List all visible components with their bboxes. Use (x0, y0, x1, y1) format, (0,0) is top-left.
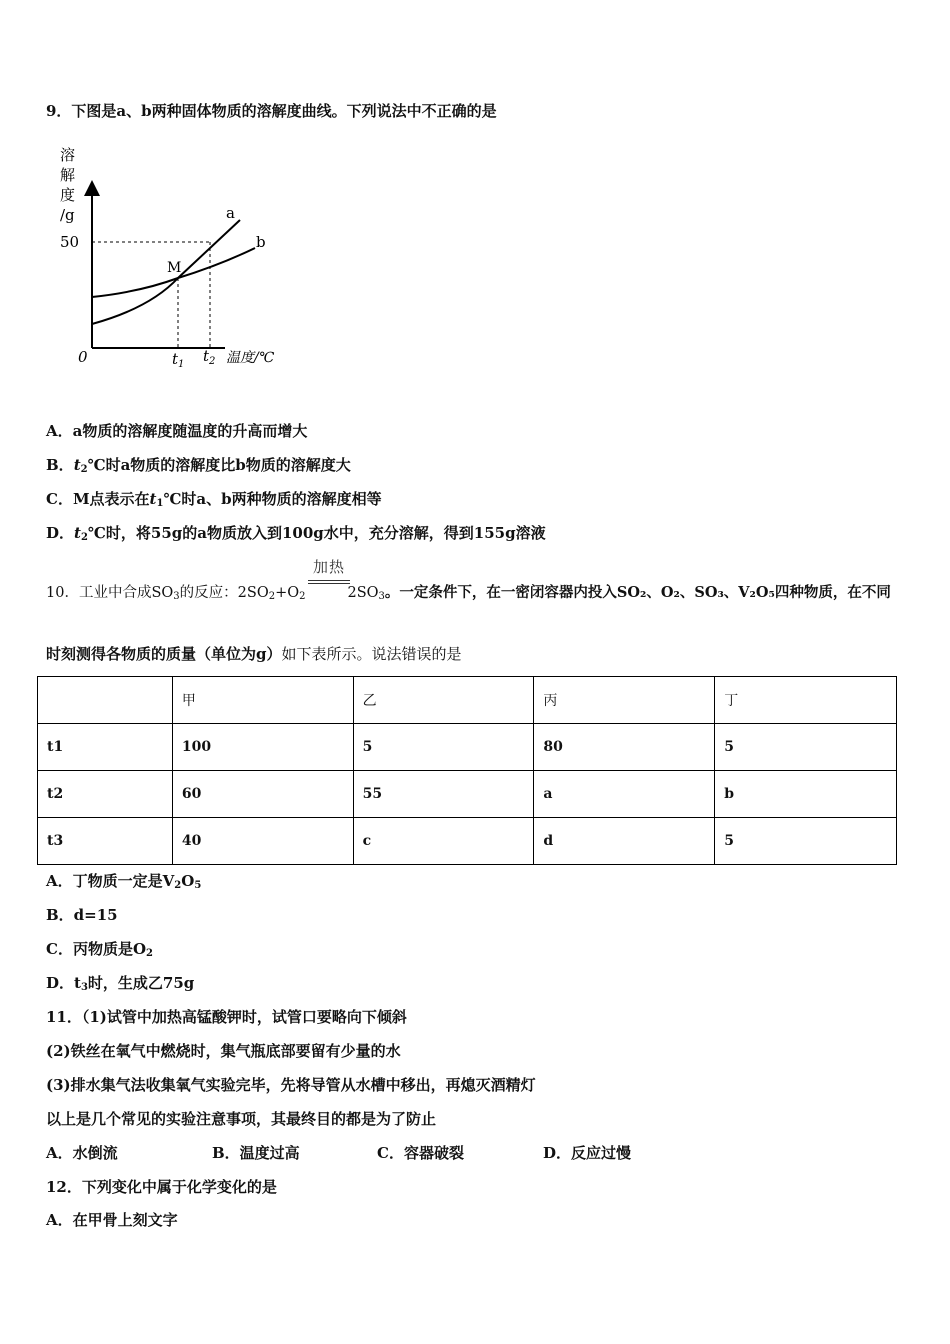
mass-table (37, 676, 897, 865)
table-cell: 5 (353, 724, 534, 771)
table-header: 乙 (353, 677, 534, 724)
q11-option-d: D．反应过慢 (543, 1144, 632, 1162)
y-axis-label-2: 解 (60, 166, 76, 184)
q12-stem: 12．下列变化中属于化学变化的是 (46, 1178, 277, 1196)
curve-a (92, 220, 240, 324)
x-tick-t2: $t_2$ (203, 347, 216, 367)
table-cell: d (534, 818, 715, 865)
x-axis-label: 温度/℃ (226, 350, 275, 366)
point-m-label: M (167, 260, 182, 276)
y-axis-label-1: 溶 (60, 146, 76, 164)
q9-option-a: A．a物质的溶解度随温度的升高而增大 (46, 422, 308, 440)
q9-option-d: D．$t_2℃$时，将55g的a物质放入到100g水中，充分溶解，得到155g溶液 (46, 524, 546, 543)
q11-line-1: 11．（1)试管中加热高锰酸钾时，试管口要略向下倾斜 (46, 1008, 407, 1026)
table-cell: t3 (38, 818, 173, 865)
q10-stem-line1: 10．工业中合成$SO_3$的反应：$2SO_2+O_2$ $2SO_3$。一定条件下，在一密闭容器内投入SO₂、O₂、SO₃、V₂O₅四种物质，在不同 (46, 584, 891, 602)
table-cell: 100 (172, 724, 353, 771)
table-header: 甲 (172, 677, 353, 724)
table-cell: b (715, 771, 897, 818)
q11-line-3: (3)排水集气法收集氧气实验完毕，先将导管从水槽中移出，再熄灭酒精灯 (46, 1076, 536, 1094)
table-header (38, 677, 173, 724)
table-cell: 5 (715, 818, 897, 865)
origin-label: 0 (78, 348, 88, 366)
table-cell: 80 (534, 724, 715, 771)
curve-b-label: b (256, 233, 266, 251)
table-cell: a (534, 771, 715, 818)
table-row (38, 818, 897, 865)
table-cell: t2 (38, 771, 173, 818)
table-row (38, 724, 897, 771)
q9-option-b: B．$t_2℃$时a物质的溶解度比b物质的溶解度大 (46, 456, 351, 475)
condition-label: 加热 (312, 558, 345, 576)
table-cell: 40 (172, 818, 353, 865)
q11-option-a: A．水倒流 (46, 1144, 118, 1162)
table-header: 丙 (534, 677, 715, 724)
q11-line-4: 以上是几个常见的实验注意事项，其最终目的都是为了防止 (46, 1110, 437, 1128)
table-cell: 5 (715, 724, 897, 771)
table-header-row (38, 677, 897, 724)
y-tick-50: 50 (60, 233, 80, 251)
q10-stem-line2: 时刻测得各物质的质量（单位为g）如下表所示。说法错误的是 (46, 645, 462, 663)
table-cell: t1 (38, 724, 173, 771)
x-tick-t1: $t_1$ (172, 350, 185, 370)
table-header: 丁 (715, 677, 897, 724)
q11-options (46, 1143, 631, 1163)
q10-option-d: D．$t_3$时，生成乙75g (46, 974, 195, 993)
q9-stem: 9．下图是a、b两种固体物质的溶解度曲线。下列说法中不正确的是 (46, 102, 497, 120)
q10-option-b: B．d=15 (46, 906, 118, 924)
table-row (38, 771, 897, 818)
reaction-condition (308, 556, 350, 584)
table-cell: 55 (353, 771, 534, 818)
q10-option-a: A．丁物质一定是$V_2O_5$ (46, 872, 202, 891)
y-axis-label-4: /g (60, 206, 75, 224)
y-axis-label-3: 度 (60, 186, 76, 204)
solubility-graph (50, 140, 300, 372)
q11-line-2: (2)铁丝在氧气中燃烧时，集气瓶底部要留有少量的水 (46, 1042, 401, 1060)
curve-a-label: a (226, 204, 235, 222)
q9-option-c: C．M点表示在$t_1℃$时a、b两种物质的溶解度相等 (46, 490, 382, 509)
table-cell: 60 (172, 771, 353, 818)
q12-option-a: A．在甲骨上刻文字 (46, 1211, 178, 1229)
q11-option-b: B．温度过高 (212, 1144, 300, 1162)
table-cell: c (353, 818, 534, 865)
q10-option-c: C．丙物质是$O_2$ (46, 940, 153, 959)
q11-option-c: C．容器破裂 (377, 1144, 464, 1162)
